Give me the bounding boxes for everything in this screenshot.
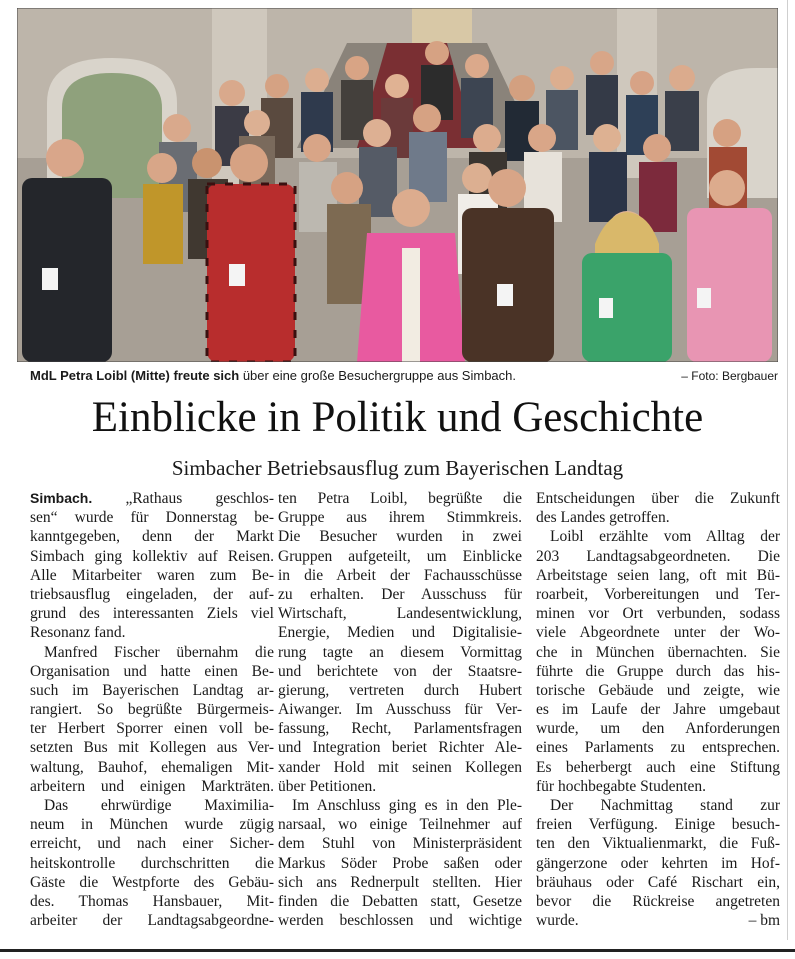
column-line: ten Petra Loibl, begrüßte die: [278, 490, 522, 507]
column-line: sich ans Rednerpult stellten. Hier: [278, 873, 522, 891]
column-line: Gäste die Westpforte des Gebäu-: [30, 873, 274, 891]
column-line: wurde, um den Anforderungen: [536, 720, 780, 738]
column-line: Wirtschaft, Landesentwicklung,: [278, 605, 522, 623]
column-line: arbeitern und einigen Markträten.: [30, 777, 274, 795]
column-line: grund des interessanten Ziels viel: [30, 605, 274, 623]
column-line: wurde. – bm: [536, 912, 780, 930]
column-line: minen vor Ort verbunden, sodass: [536, 605, 780, 623]
column-line: bräuhaus oder Café Rischart ein,: [536, 873, 780, 891]
column-line: torische Gebäude und zeigte, wie: [536, 681, 780, 699]
headline: Einblicke in Politik und Geschichte: [91, 394, 704, 441]
column-line: und berichtete von der Staatsre-: [278, 662, 522, 680]
article-column-3: [536, 489, 780, 930]
column-line: Das ehrwürdige Maximilia-: [44, 797, 274, 814]
column-line: triebsausflug eingeladen, der auf-: [30, 585, 274, 603]
column-line: Loibl erzählte vom Alltag der: [550, 528, 780, 546]
column-line: Manfred Fischer übernahm die: [44, 643, 274, 661]
column-line: Resonanz fand.: [30, 624, 126, 642]
column-line: Organisation und hatte einen Be-: [30, 662, 274, 680]
article-column-1: [30, 489, 274, 930]
column-line: xander Hold mit seinen Kollegen: [278, 758, 522, 776]
column-line: bevor die Rückreise angetreten: [536, 892, 780, 910]
column-line: roarbeit, Vorbereitungen und Ter-: [536, 585, 780, 603]
column-line: Die Besucher wurden in zwei: [278, 528, 522, 546]
column-line: führte die Gruppe durch das his-: [536, 662, 780, 680]
column-line: 203 Landtagsabgeordneten. Die: [536, 547, 780, 565]
column-line: setzten Bus mit Kollegen aus Ver-: [30, 739, 274, 757]
column-line: such im Bayerischen Landtag ar-: [30, 681, 274, 699]
column-line: für hochbegabte Studenten.: [536, 777, 707, 795]
column-line: finden die Debatten statt, Gesetze: [278, 892, 522, 910]
column-line: sen“ wurde für Donnerstag be-: [30, 509, 274, 527]
column-line: Simbach. „Rathaus geschlos-: [30, 490, 274, 507]
column-line: Simbach ging kollektiv auf Reisen.: [30, 547, 274, 565]
author-signature: – bm: [748, 912, 780, 930]
column-line: erreicht, und nach einer Sicher-: [30, 835, 274, 853]
column-line: Es beherbergt auch eine Stiftung: [536, 758, 780, 776]
column-line: che in München übernachten. Sie: [536, 643, 780, 661]
column-line: rangiert. So begrüßte Bürgermeis-: [30, 701, 274, 719]
caption-lead: MdL Petra Loibl (Mitte) freute sich: [30, 368, 240, 383]
column-line: und Integration beriet Richter Ale-: [278, 739, 522, 757]
column-line: viele Abgeordnete unter der Wo-: [536, 624, 780, 642]
column-line: dem Stuhl von Ministerpräsident: [278, 835, 522, 853]
column-line: neum in München wurde zügig: [30, 816, 274, 834]
column-line: zu erhalten. Der Ausschuss für: [278, 585, 522, 603]
column-line: kanntgegeben, denn der Markt: [30, 528, 274, 546]
column-line: narsaal, wo einige Teilnehmer auf: [278, 816, 522, 834]
column-line: gierung, vertreten durch Hubert: [278, 681, 522, 699]
group-photo: [17, 8, 778, 362]
column-line: Entscheidungen über die Zukunft: [536, 490, 780, 507]
column-line: eines Parlaments zu entsprechen.: [536, 739, 780, 757]
column-line: des. Thomas Hansbauer, Mit-: [30, 892, 274, 910]
column-line: es im Laufe der Jahre umgebaut: [536, 701, 780, 719]
column-line: Aiwanger. Im Ausschuss für Ver-: [278, 701, 522, 719]
column-line: in die Arbeit der Fachausschüsse: [278, 566, 522, 584]
column-line: waltung, Bauhof, ehemaligen Mit-: [30, 758, 274, 776]
column-line: Energie, Medien und Digitalisie-: [278, 624, 522, 642]
column-line: Gruppe aus ihrem Stimmkreis.: [278, 509, 522, 527]
bottom-divider: [0, 949, 795, 952]
column-line: gängerzone oder kehrten im Hof-: [536, 854, 780, 872]
subheadline: Simbacher Betriebsausflug zum Bayerischen Landtag: [171, 456, 624, 480]
column-line: Im Anschluss ging es in den Ple-: [292, 797, 522, 814]
side-divider: [787, 0, 788, 940]
column-line: rung tagte an diesem Vormittag: [278, 643, 522, 661]
column-line: heitskontrolle durchschritten die: [30, 854, 274, 872]
column-line: ten den Viktualienmarkt, die Fuß-: [536, 835, 780, 853]
article-column-2: [278, 489, 522, 930]
location-dateline: Simbach.: [30, 490, 93, 506]
column-line: Arbeitstage seien lang, oft mit Bü-: [536, 566, 780, 584]
column-line: werden beschlossen und wichtige: [278, 912, 522, 930]
column-line: fassung, Recht, Parlamentsfragen: [278, 720, 522, 738]
column-line: Gruppen aufgeteilt, um Einblicke: [278, 547, 522, 565]
column-line: arbeiter der Landtagsabgeordne-: [30, 912, 274, 930]
photo-credit: – Foto: Bergbauer: [681, 369, 778, 383]
column-line: Markus Söder Probe saßen oder: [278, 854, 522, 872]
column-line: des Landes getroffen.: [536, 509, 670, 527]
caption-text: über eine große Besuchergruppe aus Simbach.: [239, 368, 516, 383]
column-line: Der Nachmittag stand zur: [550, 797, 780, 814]
column-line: freien Verfügung. Einige besuch-: [536, 816, 780, 834]
column-line: ter Herbert Sporrer einen voll be-: [30, 720, 274, 738]
photo-caption: [30, 367, 778, 385]
column-line: Alle Mitarbeiter waren zum Be-: [30, 566, 274, 584]
column-line: über Petitionen.: [278, 777, 377, 795]
